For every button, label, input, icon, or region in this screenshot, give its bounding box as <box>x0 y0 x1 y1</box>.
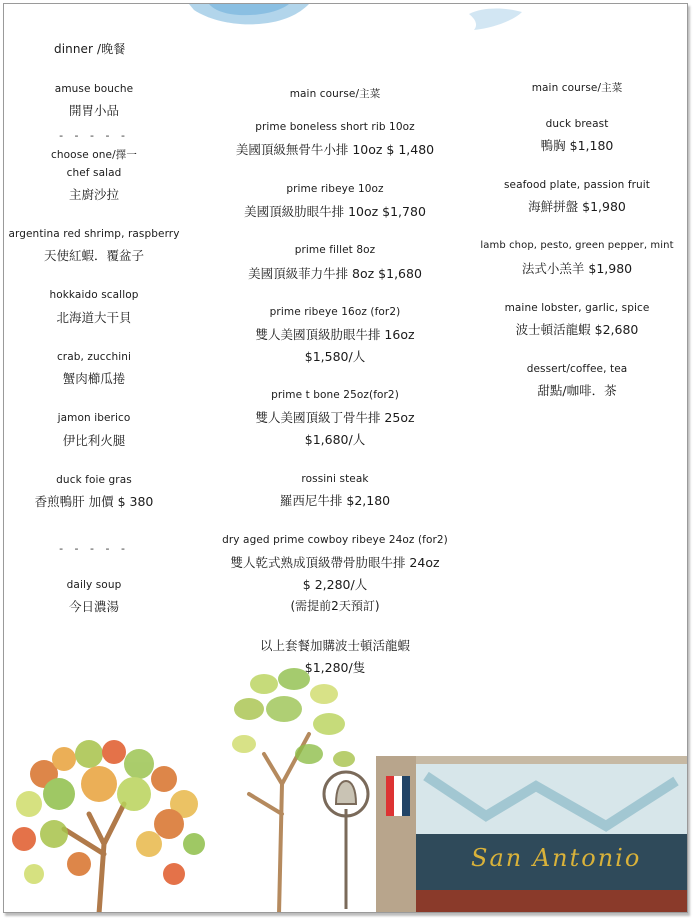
cowboy-ribeye-zh: 雙人乾式熟成頂級帶骨肋眼牛排 24oz <box>230 555 440 570</box>
crab-en: crab, zucchini <box>56 351 132 363</box>
storefront-sign: San Antonio <box>471 844 642 872</box>
rossini-en: rossini steak <box>301 473 369 485</box>
duck-breast-zh: 鴨胸 $1,180 <box>540 138 614 153</box>
short-rib-en: prime boneless short rib 10oz <box>255 121 415 133</box>
ribeye-10oz-zh: 美國頂級肋眼牛排 10oz $1,780 <box>244 204 426 219</box>
main-course-heading: main course/主菜 <box>531 82 623 94</box>
ribeye-16oz-en: prime ribeye 16oz (for2) <box>269 306 401 318</box>
lobster-addon-text: 以上套餐加購波士頓活龍蝦 <box>259 638 410 653</box>
rossini-zh: 羅西尼牛排 $2,180 <box>279 493 391 508</box>
lobster-addon-price: $1,280/隻 <box>304 660 366 675</box>
seafood-plate-zh: 海鮮拼盤 $1,980 <box>528 199 626 214</box>
cowboy-ribeye-note: (需提前2天預訂) <box>290 599 380 613</box>
middle-column <box>204 4 466 684</box>
storefront-illustration <box>376 756 687 912</box>
watercolor-tree-left <box>4 734 219 913</box>
daily-soup-en: daily soup <box>66 579 122 591</box>
main-course-heading: main course/主菜 <box>289 88 381 100</box>
left-column <box>4 4 184 624</box>
scallop-en: hokkaido scallop <box>49 289 139 301</box>
t-bone-en: prime t bone 25oz(for2) <box>271 389 399 401</box>
short-rib-zh: 美國頂級無骨牛小排 10oz $ 1,480 <box>235 142 435 157</box>
ribeye-16oz-price: $1,580/人 <box>304 349 366 364</box>
seafood-plate-en: seafood plate, passion fruit <box>503 179 651 191</box>
crab-zh: 蟹肉櫛瓜捲 <box>62 371 126 386</box>
jamon-zh: 伊比利火腿 <box>62 433 126 448</box>
t-bone-price: $1,680/人 <box>304 432 366 447</box>
chef-salad-en: chef salad <box>66 167 122 179</box>
lamb-chop-en: lamb chop, pesto, green pepper, mint <box>480 240 674 251</box>
dessert-zh: 甜點/咖啡．茶 <box>537 383 617 398</box>
menu-title: dinner /晚餐 <box>54 42 126 56</box>
divider: - - - - - <box>59 129 129 142</box>
red-shrimp-zh: 天使紅蝦．覆盆子 <box>43 248 144 263</box>
red-shrimp-en: argentina red shrimp, raspberry <box>8 228 180 240</box>
jamon-en: jamon iberico <box>57 412 131 424</box>
cowboy-ribeye-en: dry aged prime cowboy ribeye 24oz (for2) <box>222 534 448 546</box>
divider: - - - - - <box>59 542 129 555</box>
maine-lobster-zh: 波士頓活龍蝦 $2,680 <box>515 322 639 337</box>
menu-page <box>3 3 688 913</box>
ribeye-16oz-zh: 雙人美國頂級肋眼牛排 16oz <box>255 327 415 342</box>
lamb-chop-zh: 法式小羔羊 $1,980 <box>521 261 633 276</box>
duck-breast-en: duck breast <box>545 118 609 130</box>
foie-gras-en: duck foie gras <box>56 474 132 486</box>
amuse-bouche-en: amuse bouche <box>54 83 134 95</box>
storefront-drawing <box>376 756 687 912</box>
fillet-zh: 美國頂級菲力牛排 8oz $1,680 <box>248 266 422 281</box>
dessert-en: dessert/coffee, tea <box>526 363 628 375</box>
cowboy-ribeye-price: $ 2,280/人 <box>302 577 368 592</box>
foie-gras-zh: 香煎鴨肝 加價 $ 380 <box>34 494 154 509</box>
scallop-zh: 北海道大干貝 <box>56 310 132 325</box>
amuse-bouche-zh: 開胃小品 <box>68 103 119 118</box>
fillet-en: prime fillet 8oz <box>294 244 376 256</box>
daily-soup-zh: 今日濃湯 <box>68 599 119 614</box>
t-bone-zh: 雙人美國頂級丁骨牛排 25oz <box>255 410 415 425</box>
bell-sign-icon <box>316 769 376 909</box>
chef-salad-zh: 主廚沙拉 <box>68 187 119 202</box>
ribeye-10oz-en: prime ribeye 10oz <box>286 183 384 195</box>
right-column <box>472 4 682 424</box>
choose-one-label: choose one/擇一 <box>51 149 137 161</box>
maine-lobster-en: maine lobster, garlic, spice <box>504 302 650 314</box>
